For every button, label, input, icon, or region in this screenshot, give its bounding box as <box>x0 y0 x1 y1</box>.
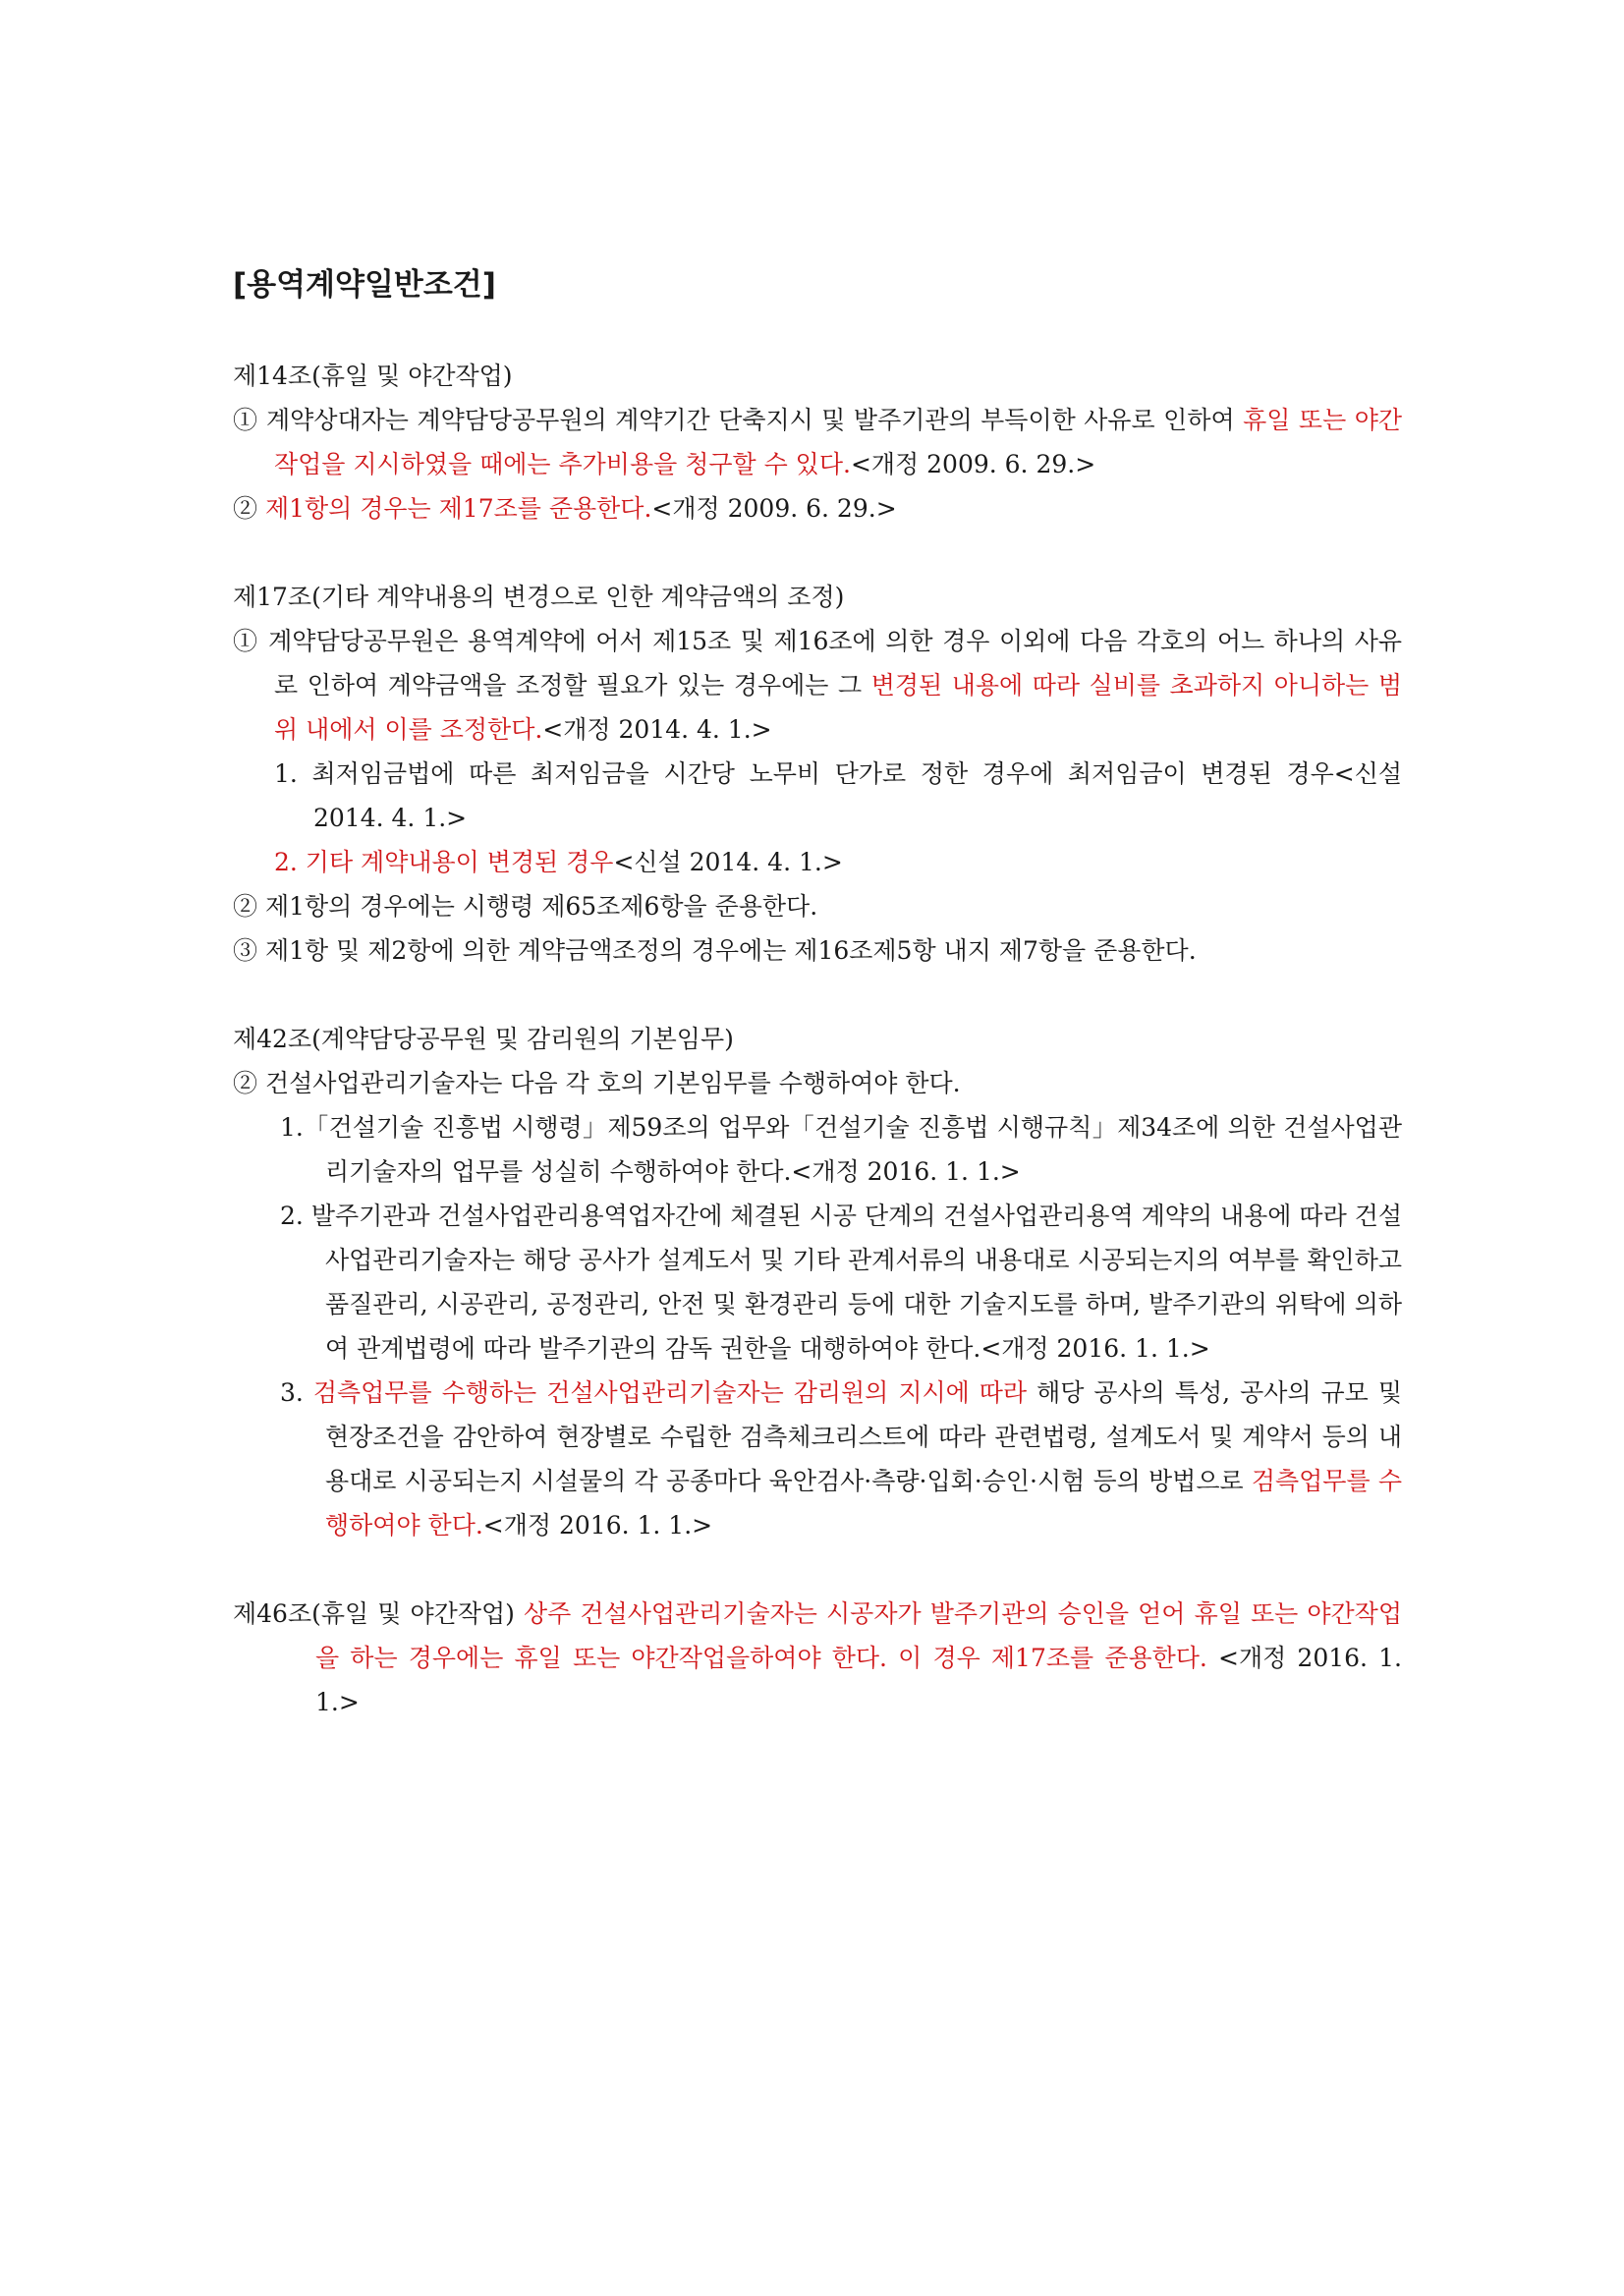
article-14-paragraph-1 <box>233 398 1402 486</box>
spacer <box>233 973 1402 1017</box>
a46-heading: 제46조(휴일 및 야간작업) <box>233 1599 524 1628</box>
article-17-paragraph-1 <box>233 619 1402 752</box>
article-17-paragraph-3: ③ 제1항 및 제2항에 의한 계약금액조정의 경우에는 제16조제5항 내지 제7항을 준용한다. <box>233 936 1197 965</box>
article-42-item-3 <box>233 1371 1402 1547</box>
document-title-text: [용역계약일반조건] <box>233 267 496 303</box>
article-17-item-1: 1. 최저임금법에 따른 최저임금을 시간당 노무비 단가로 정한 경우에 최저임금이 변경된 경우<신설 2014. 4. 1.> <box>274 759 1402 832</box>
a14-p2-num: ② <box>233 494 265 523</box>
document-page <box>233 263 1402 1724</box>
a42-item3-text: 해당 공사의 특성, 공사의 규모 및 현장조건을 감안하여 현장별로 수립한 검측체크리스트에 따라 관련법령, 설계도서 및 계약서 등의 내용대로 시공되는지 시설물의 각 공종마다 육안검사·측량·입회·승인·시험 등의 방법으로 <box>325 1378 1402 1495</box>
spacer <box>233 1547 1402 1592</box>
a42-item3-num: 3. <box>280 1378 313 1407</box>
article-17 <box>233 575 1402 973</box>
a14-p2-highlight: 제1항의 경우는 제17조를 준용한다. <box>264 494 652 523</box>
a17-p1-highlight: 변경된 내용에 따라 실비를 초과하지 아니하는 범위 내에서 이를 조정한다. <box>274 671 1402 744</box>
a42-item3-revision: <개정 2016. 1. 1.> <box>482 1511 713 1540</box>
a42-item3-highlight-1: 검측업무를 수행하는 건설사업관리기술자는 감리원의 지시에 따라 <box>312 1378 1028 1407</box>
article-46-paragraph <box>233 1592 1402 1724</box>
a17-p1-text: ① 계약담당공무원은 용역계약에 어서 제15조 및 제16조에 의한 경우 이외에 다음 각호의 어느 하나의 사유로 인하여 계약금액을 조정할 필요가 있는 경우에는 그 <box>233 627 1402 700</box>
article-14-paragraph-2 <box>233 486 1402 531</box>
article-17-paragraph-2: ② 제1항의 경우에는 시행령 제65조제6항을 준용한다. <box>233 892 818 921</box>
document-title <box>233 263 1402 307</box>
a14-p1-highlight: 휴일 또는 야간작업을 지시하였을 때에는 추가비용을 청구할 수 있다. <box>274 406 1403 478</box>
article-42 <box>233 1017 1402 1547</box>
article-17-heading: 제17조(기타 계약내용의 변경으로 인한 계약금액의 조정) <box>233 583 845 611</box>
a17-item2-highlight: 2. 기타 계약내용이 변경된 경우 <box>274 848 614 876</box>
a46-revision: <개정 2016. 1. 1.> <box>315 1644 1402 1716</box>
spacer <box>233 531 1402 575</box>
a14-p2-revision: <개정 2009. 6. 29.> <box>651 494 897 523</box>
a14-p1-revision: <개정 2009. 6. 29.> <box>850 450 1096 478</box>
a42-item3-highlight-2: 검측업무를 수행하여야 한다. <box>325 1467 1402 1540</box>
article-42-item-2: 2. 발주기관과 건설사업관리용역업자간에 체결된 시공 단계의 건설사업관리용역 계약의 내용에 따라 건설사업관리기술자는 해당 공사가 설계도서 및 기타 관계서류의 내용대로 시공되는지의 여부를 확인하고 품질관리, 시공관리, 공정관리, 안전 및 환경관리 등에 대한 기술지도를 하며, 발주기관의 위탁에 의하여 관계법령에 따라 발주기관의 감독 권한을 대행하여야 한다.<개정 2016. 1. 1.> <box>280 1202 1402 1363</box>
article-14 <box>233 354 1402 531</box>
a17-item2-revision: <신설 2014. 4. 1.> <box>613 848 843 876</box>
article-42-heading: 제42조(계약담당공무원 및 감리원의 기본임무) <box>233 1025 734 1053</box>
article-42-item-1: 1.「건설기술 진흥법 시행령」제59조의 업무와「건설기술 진흥법 시행규칙」제34조에 의한 건설사업관리기술자의 업무를 성실히 수행하여야 한다.<개정 2016. 1. 1.> <box>280 1113 1402 1186</box>
article-42-paragraph-2: ② 건설사업관리기술자는 다음 각 호의 기본임무를 수행하여야 한다. <box>233 1069 961 1097</box>
article-14-heading: 제14조(휴일 및 야간작업) <box>233 362 513 390</box>
article-17-item-2 <box>233 840 1402 884</box>
a46-highlight: 상주 건설사업관리기술자는 시공자가 발주기관의 승인을 얻어 휴일 또는 야간작업을 하는 경우에는 휴일 또는 야간작업을하여야 한다. 이 경우 제17조를 준용한다. <box>315 1599 1402 1672</box>
a14-p1-text: ① 계약상대자는 계약담당공무원의 계약기간 단축지시 및 발주기관의 부득이한 사유로 인하여 <box>233 406 1244 434</box>
article-46 <box>233 1592 1402 1724</box>
a17-p1-revision: <개정 2014. 4. 1.> <box>542 715 772 744</box>
